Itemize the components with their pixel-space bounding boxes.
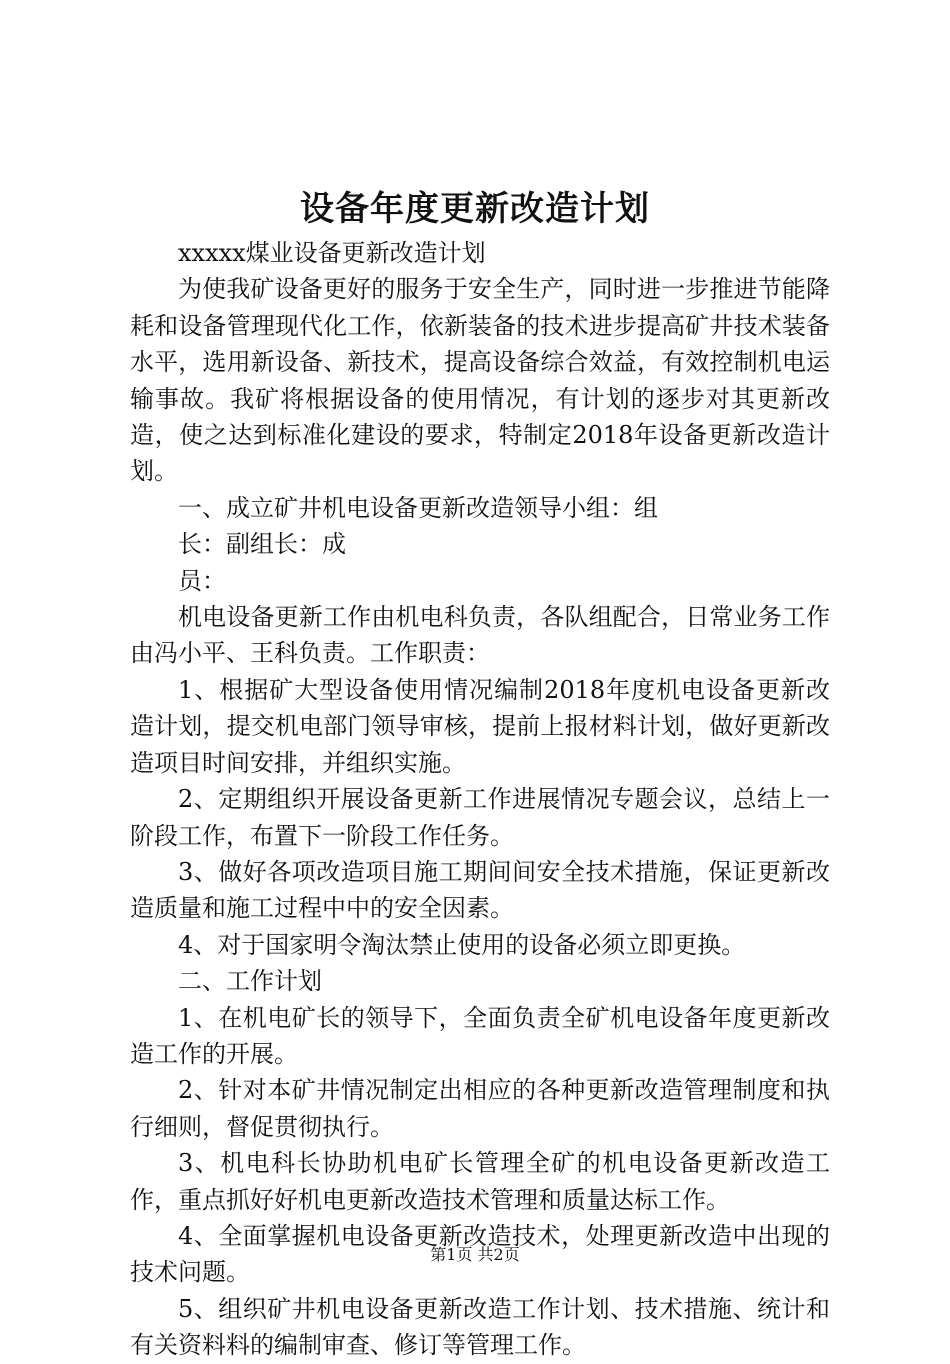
document-title: 设备年度更新改造计划 [300, 189, 650, 229]
members-line: 员： [178, 566, 226, 595]
responsibility-paragraph: 机电设备更新工作由机电科负责，各队组配合，日常业务工作由冯小平、王科负责。工作职责： [130, 603, 830, 668]
plan-subtitle: xxxxx煤业设备更新改造计划 [178, 239, 486, 267]
plan-item-4: 4、全面掌握机电设备更新改造技术，处理更新改造中出现的技术问题。 [130, 1221, 830, 1287]
plan-item-3: 3、机电科长协助机电矿长管理全矿的机电设备更新改造工作，重点抓好好机电更新改造技术管理和质量达标工作。 [130, 1149, 830, 1214]
duty-item-1: 1、根据矿大型设备使用情况编制2018年度机电设备更新改造计划，提交机电部门领导审核，提前上报材料计划，做好更新改造项目时间安排，并组织实施。 [130, 675, 830, 777]
plan-item-5: 5、组织矿井机电设备更新改造工作计划、技术措施、统计和有关资料料的编制审查、修订等管理工作。 [130, 1294, 830, 1360]
duty-item-3: 3、做好各项改造项目施工期间间安全技术措施，保证更新改造质量和施工过程中中的安全因素。 [130, 857, 830, 923]
duty-item-4: 4、对于国家明令淘汰禁止使用的设备必须立即更换。 [178, 930, 746, 959]
page-footer: 第1页 共2页 [430, 1245, 520, 1264]
plan-item-1: 1、在机电矿长的领导下，全面负责全矿机电设备年度更新改造工作的开展。 [130, 1003, 830, 1068]
section-heading-leadership-group: 一、成立矿井机电设备更新改造领导小组：组 [178, 493, 658, 522]
duty-item-2: 2、定期组织开展设备更新工作进展情况专题会议，总结上一阶段工作，布置下一阶段工作任务。 [130, 785, 830, 850]
leader-roles-line: 长：副组长：成 [178, 530, 346, 559]
intro-paragraph: 为使我矿设备更好的服务于安全生产，同时进一步推进节能降耗和设备管理现代化工作，依新装备的技术进步提高矿井技术装备水平，选用新设备、新技术，提高设备综合效益，有效控制机电运输事故。我矿将根据设备的使用情况，有计划的逐步对其更新改造，使之达到标准化建设的要求，特制定2018年设备更新改造计划。 [130, 275, 830, 486]
section-heading-work-plan: 二、工作计划 [178, 967, 322, 996]
document-body [130, 235, 830, 1364]
plan-item-2: 2、针对本矿井情况制定出相应的各种更新改造管理制度和执行细则，督促贯彻执行。 [130, 1076, 830, 1141]
